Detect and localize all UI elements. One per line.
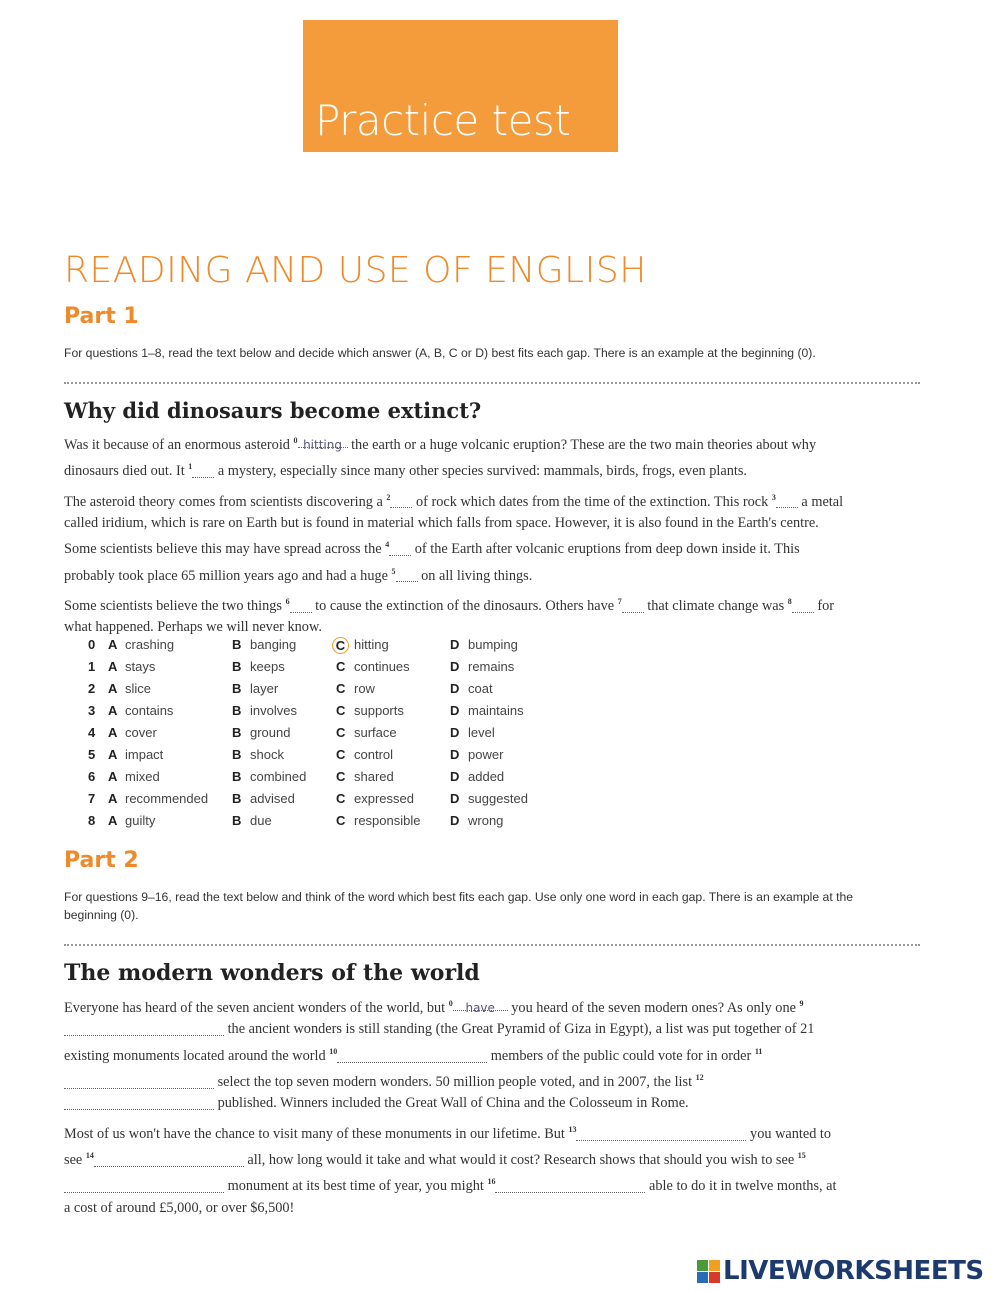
option-letter-D: D [450, 637, 460, 652]
question-number: 1 [88, 659, 96, 674]
option-B[interactable]: keeps [250, 659, 285, 674]
option-A[interactable]: slice [125, 681, 152, 696]
text-segment: that climate change was [643, 597, 788, 614]
text-segment: Most of us won't have the chance to visit many of these monuments in our lifetime. But [64, 1125, 569, 1142]
gap-number: 0 [293, 436, 298, 445]
text-segment: The asteroid theory comes from scientists discovering a [64, 493, 387, 510]
paragraph [64, 487, 854, 587]
part1-heading: Part 1 [64, 304, 139, 329]
gap-input-2[interactable] [390, 495, 412, 508]
option-A[interactable]: crashing [125, 637, 175, 652]
option-letter-D: D [450, 703, 460, 718]
text-segment: for what happened. Perhaps we will never know. [64, 597, 835, 636]
text-segment: the earth or a huge volcanic eruption? These are the two main theories about why dinosaurs died out. It [64, 436, 817, 480]
option-letter-A: A [108, 725, 118, 740]
option-D[interactable]: suggested [468, 791, 528, 806]
part2-heading: Part 2 [64, 848, 139, 873]
example-answer: hitting [298, 435, 348, 448]
text-segment: Some scientists believe the two things [64, 597, 286, 614]
text-segment: of the Earth after volcanic eruptions from deep down inside it. This probably took place 65 million years ago and had a huge [64, 541, 800, 584]
text-segment: able to do it in twelve months, at a cost of around £5,000, or over $6,500! [64, 1178, 837, 1216]
gap-number: 6 [285, 596, 290, 606]
text-segment: all, how long would it take and what would it cost? Research shows that should you wish to see [243, 1151, 798, 1168]
question-number: 3 [88, 703, 96, 718]
text-segment: a mystery, especially since many other species survived: mammals, birds, frogs, even plants. [214, 463, 747, 480]
option-B[interactable]: banging [250, 637, 297, 652]
question-number: 2 [88, 681, 96, 696]
paragraph [64, 430, 854, 483]
text-segment: published. Winners included the Great Wall of China and the Colosseum in Rome. [214, 1095, 689, 1112]
part1-text [64, 430, 854, 643]
gap-number: 14 [85, 1151, 94, 1161]
gap-input-5[interactable] [396, 569, 418, 582]
gap-number: 8 [787, 596, 792, 606]
option-B[interactable]: involves [250, 703, 297, 718]
option-B[interactable]: advised [250, 791, 295, 806]
gap-input-7[interactable] [622, 600, 644, 613]
option-letter-C: C [336, 791, 346, 806]
part1-title: Why did dinosaurs become extinct? [64, 398, 482, 423]
option-A[interactable]: recommended [125, 791, 209, 806]
option-letter-D: D [450, 681, 460, 696]
option-D[interactable]: bumping [468, 637, 518, 652]
gap-number: 9 [799, 999, 804, 1008]
gap-number: 10 [329, 1046, 338, 1056]
option-letter-B: B [232, 791, 242, 806]
option-letter-B: B [232, 813, 242, 828]
part1-instructions: For questions 1–8, read the text below and decide which answer (A, B, C or D) best fits each gap. There is an example at the beginning (0). [64, 346, 816, 360]
option-letter-D: D [450, 791, 460, 806]
text-segment: monument at its best time of year, you might [224, 1178, 488, 1195]
question-number: 6 [88, 769, 96, 784]
text-segment: to cause the extinction of the dinosaurs. Others have [311, 597, 618, 614]
gap-input-14[interactable] [94, 1154, 244, 1167]
part2-instructions: For questions 9–16, read the text below and think of the word which best fits each gap. Use only one word in each gap. There is an example at the beginning (0). [64, 890, 854, 922]
gap-input-16[interactable] [495, 1180, 645, 1193]
option-letter-D: D [450, 769, 460, 784]
question-number: 7 [88, 791, 96, 806]
text-segment: Everyone has heard of the seven ancient wonders of the world, but [64, 999, 449, 1016]
option-letter-B: B [232, 747, 242, 762]
option-letter-C: C [336, 747, 346, 762]
option-D[interactable]: level [468, 725, 495, 740]
option-D[interactable]: wrong [468, 813, 504, 828]
banner-title: Practice test [315, 96, 571, 145]
option-A[interactable]: stays [125, 659, 156, 674]
gap-number: 15 [797, 1151, 806, 1161]
option-letter-B: B [232, 703, 242, 718]
gap-number: 5 [391, 566, 396, 576]
option-D[interactable]: coat [468, 681, 493, 696]
section-title: READING AND USE OF ENGLISH [64, 250, 647, 291]
option-C[interactable]: shared [354, 769, 394, 784]
gap-number: 11 [754, 1046, 763, 1056]
gap-number: 2 [386, 492, 391, 502]
gap-input-4[interactable] [389, 543, 411, 556]
option-B[interactable]: layer [250, 681, 279, 696]
text-segment: you heard of the seven modern ones? As only one [507, 999, 800, 1016]
gap-number: 12 [695, 1073, 704, 1083]
text-segment: on all living things. [417, 567, 533, 584]
text-segment: select the top seven modern wonders. 50 million people voted, and in 2007, the list [214, 1073, 696, 1090]
gap-number: 1 [188, 462, 193, 472]
part2-text [64, 993, 844, 1223]
option-C[interactable]: surface [354, 725, 397, 740]
paragraph [64, 993, 844, 1115]
option-D[interactable]: power [468, 747, 504, 762]
option-letter-C: C [336, 725, 346, 740]
option-letter-B: B [232, 769, 242, 784]
option-C[interactable]: control [354, 747, 394, 762]
text-segment: members of the public could vote for in order [487, 1047, 755, 1064]
liveworksheets-logo [697, 1256, 984, 1286]
option-letter-C: C [336, 703, 346, 718]
option-A[interactable]: cover [125, 725, 157, 740]
option-letter-A: A [108, 791, 118, 806]
gap-input-8[interactable] [792, 600, 814, 613]
question-number: 4 [88, 725, 96, 740]
option-letter-B: B [232, 659, 242, 674]
option-C[interactable]: supports [354, 703, 404, 718]
option-B[interactable]: combined [250, 769, 307, 784]
text-segment: a metal called iridium, which is rare on Earth but is found in material which falls from space. However, it is also found in the Earth's centre. Some scientists believe this may have spread across the [64, 493, 844, 558]
text-segment: the ancient wonders is still standing (the Great Pyramid of Giza in Egypt), a list was put together of 21 existing monuments located around the world [64, 1021, 815, 1064]
option-A[interactable]: impact [125, 747, 164, 762]
question-number: 0 [88, 637, 96, 652]
option-letter-C: C [336, 681, 346, 696]
gap-number: 16 [487, 1177, 496, 1187]
divider [64, 944, 920, 946]
gap-input-11[interactable] [64, 1076, 214, 1089]
gap-input-12[interactable] [64, 1097, 214, 1110]
divider [64, 382, 920, 384]
gap-number: 0 [448, 999, 453, 1008]
option-letter-A: A [108, 659, 118, 674]
gap-number: 3 [771, 492, 776, 502]
option-A[interactable]: guilty [125, 813, 156, 828]
option-letter-B: B [232, 681, 242, 696]
example-answer: have [453, 998, 508, 1011]
option-letter-A: A [108, 747, 118, 762]
gap-input-10[interactable] [337, 1050, 487, 1063]
question-number: 8 [88, 813, 96, 828]
option-D[interactable]: added [468, 769, 505, 784]
option-letter-B: B [232, 725, 242, 740]
option-letter-C: C [336, 769, 346, 784]
option-B[interactable]: ground [250, 725, 291, 740]
gap-input-1[interactable] [192, 465, 214, 478]
gap-number: 4 [385, 540, 390, 550]
option-C[interactable]: hitting [354, 637, 389, 652]
option-letter-D: D [450, 813, 460, 828]
option-letter-B: B [232, 637, 242, 652]
practice-test-banner [303, 20, 618, 152]
option-letter-C: C [336, 813, 346, 828]
paragraph [64, 591, 854, 639]
option-letter-D: D [450, 725, 460, 740]
question-number: 5 [88, 747, 96, 762]
gap-input-9[interactable] [64, 1023, 224, 1036]
part2-title: The modern wonders of the world [64, 960, 480, 986]
logo-mark-icon [697, 1260, 720, 1283]
option-C[interactable]: continues [354, 659, 410, 674]
gap-input-6[interactable] [290, 600, 312, 613]
option-letter-A: A [108, 769, 118, 784]
option-C[interactable]: expressed [354, 791, 414, 806]
option-letter-A: A [108, 813, 118, 828]
option-B[interactable]: due [250, 813, 272, 828]
gap-input-15[interactable] [64, 1180, 224, 1193]
option-C[interactable]: responsible [354, 813, 421, 828]
gap-input-3[interactable] [776, 495, 798, 508]
gap-number: 7 [617, 596, 622, 606]
logo-text: LIVEWORKSHEETS [723, 1256, 984, 1286]
option-letter-D: D [450, 747, 460, 762]
selected-answer-circle: C [332, 637, 349, 654]
option-D[interactable]: remains [468, 659, 515, 674]
option-C[interactable]: row [354, 681, 375, 696]
option-letter-A: A [108, 681, 118, 696]
option-D[interactable]: maintains [468, 703, 524, 718]
option-A[interactable]: mixed [125, 769, 160, 784]
option-letter-C: C [336, 659, 346, 674]
text-segment: of rock which dates from the time of the extinction. This rock [412, 493, 772, 510]
option-A[interactable]: contains [125, 703, 174, 718]
option-B[interactable]: shock [250, 747, 284, 762]
gap-input-13[interactable] [576, 1128, 746, 1141]
text-segment: Was it because of an enormous asteroid [64, 436, 294, 453]
gap-number: 13 [568, 1124, 577, 1134]
paragraph [64, 1119, 844, 1219]
option-letter-A: A [108, 637, 118, 652]
text-segment: you wanted to see [64, 1125, 832, 1168]
option-letter-D: D [450, 659, 460, 674]
option-letter-A: A [108, 703, 118, 718]
